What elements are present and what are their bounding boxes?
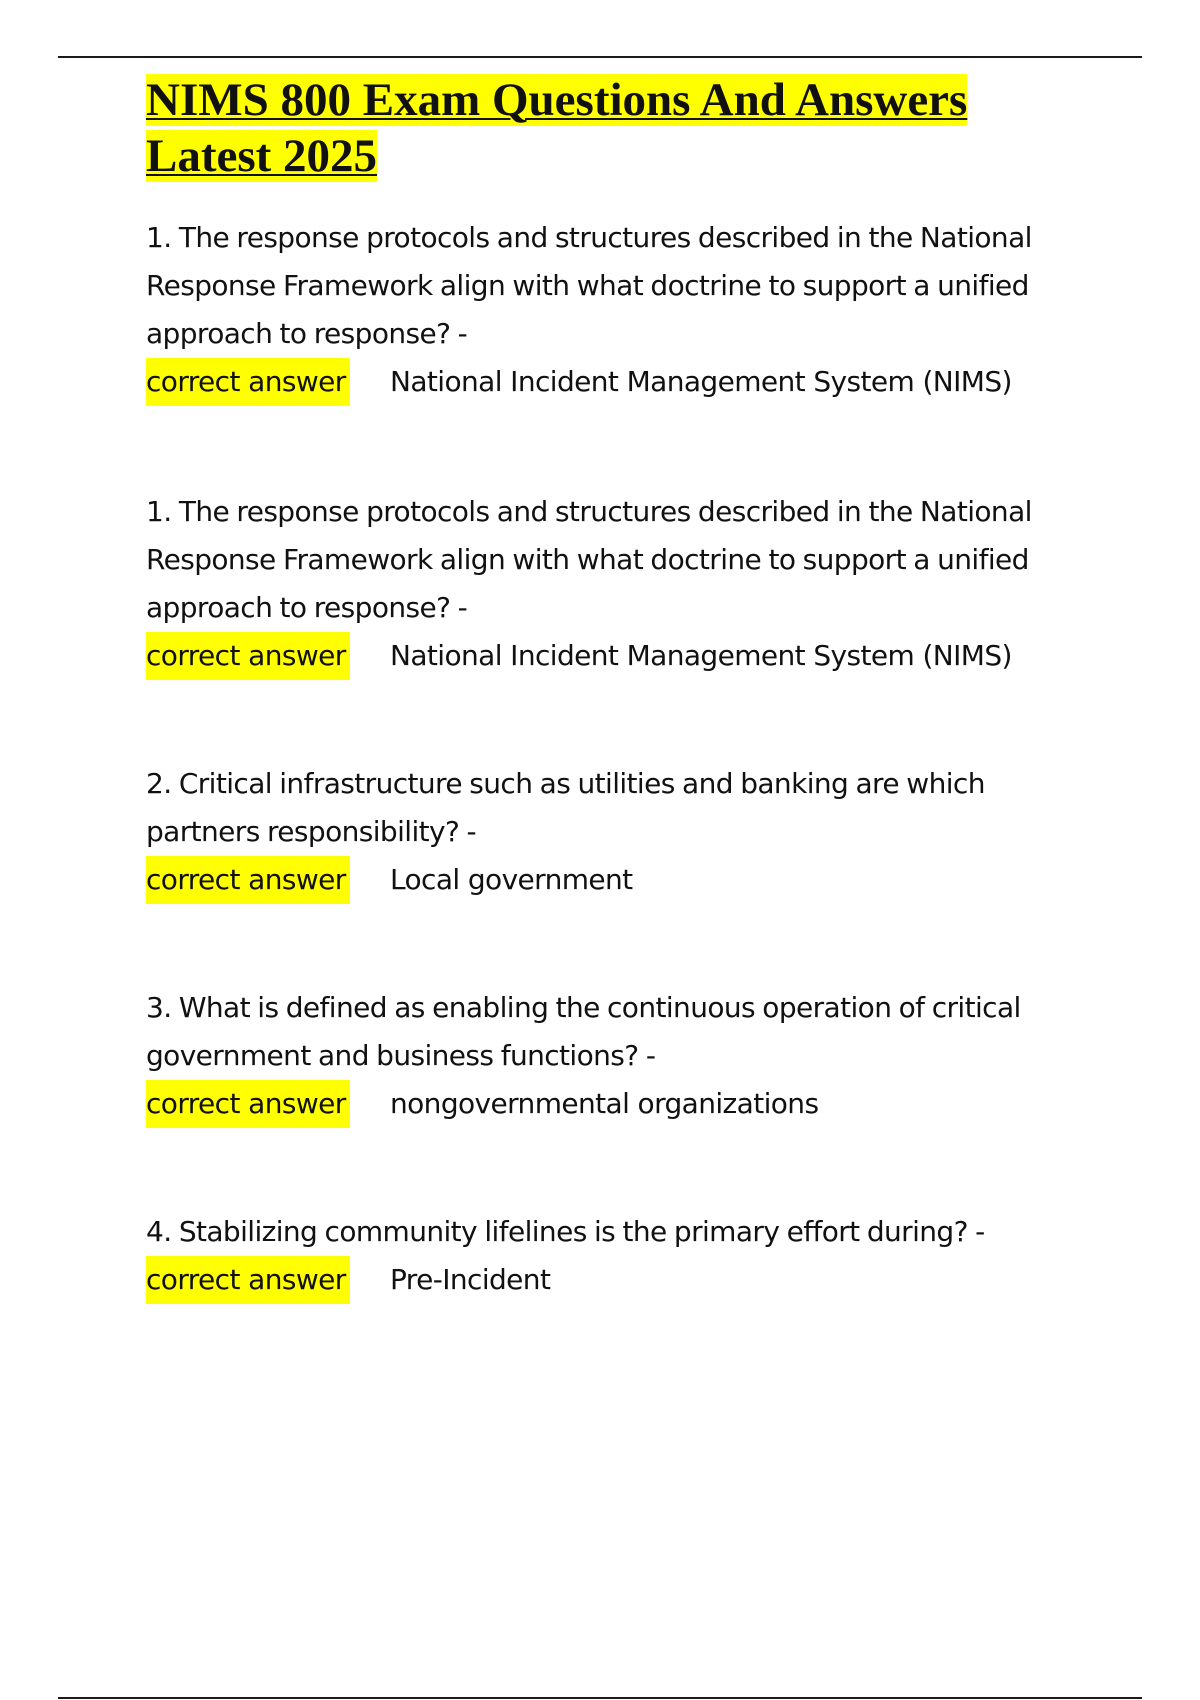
qa-item-3 (146, 760, 1096, 904)
correct-answer-label: correct answer (146, 358, 350, 406)
answer-line (146, 358, 1096, 406)
question-text: 2. Critical infrastructure such as utilities and banking are which partners responsibility? - (146, 767, 985, 848)
answer-line (146, 1256, 985, 1304)
answer-text: nongovernmental organizations (390, 1087, 819, 1120)
qa-item-2 (146, 488, 1096, 680)
title-line-1: NIMS 800 Exam Questions And Answers (146, 74, 968, 126)
answer-line (146, 1080, 1096, 1128)
correct-answer-label: correct answer (146, 856, 350, 904)
correct-answer-label: correct answer (146, 1256, 350, 1304)
answer-line (146, 632, 1096, 680)
answer-text: Local government (390, 863, 633, 896)
correct-answer-label: correct answer (146, 632, 350, 680)
question-text: 1. The response protocols and structures described in the National Response Framework align with what doctrine to support a unified approach to response? - (146, 221, 1032, 350)
answer-text: Pre-Incident (390, 1263, 551, 1296)
answer-line (146, 856, 1096, 904)
title-line-2: Latest 2025 (146, 130, 378, 182)
bottom-horizontal-rule (58, 1697, 1142, 1699)
qa-item-5 (146, 1208, 985, 1304)
answer-text: National Incident Management System (NIMS) (390, 365, 1012, 398)
question-text: 4. Stabilizing community lifelines is the primary effort during? - (146, 1215, 985, 1248)
document-title (146, 72, 1096, 184)
qa-item-4 (146, 984, 1096, 1128)
correct-answer-label: correct answer (146, 1080, 350, 1128)
question-text: 3. What is defined as enabling the continuous operation of critical government and business functions? - (146, 991, 1021, 1072)
qa-item-1 (146, 214, 1096, 406)
question-text: 1. The response protocols and structures described in the National Response Framework align with what doctrine to support a unified approach to response? - (146, 495, 1032, 624)
document-body (146, 72, 1096, 1296)
top-horizontal-rule (58, 56, 1142, 58)
answer-text: National Incident Management System (NIMS) (390, 639, 1012, 672)
